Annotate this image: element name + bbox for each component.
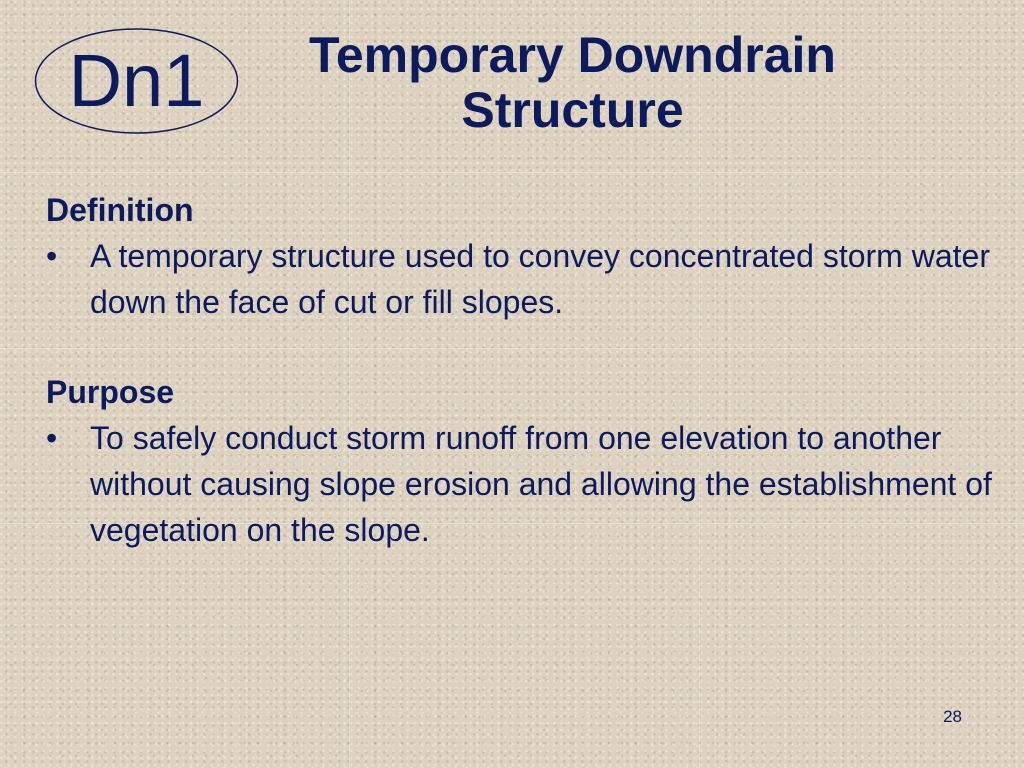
page-number: 28 <box>943 707 962 726</box>
purpose-section <box>46 372 1006 553</box>
definition-heading: Definition <box>46 192 194 228</box>
definition-text: A temporary structure used to convey concentrated storm water down the face of cut or fill slopes. <box>90 238 990 320</box>
badge-label: Dn1 <box>68 39 205 122</box>
definition-bullet <box>46 233 1006 325</box>
purpose-text: To safely conduct storm runoff from one elevation to another without causing slope erosion and allowing the establishment of vegetation on the slope. <box>90 420 992 548</box>
definition-section <box>46 190 1006 325</box>
bullet-icon: • <box>46 238 58 274</box>
bullet-icon: • <box>46 420 58 456</box>
purpose-heading: Purpose <box>46 374 175 410</box>
slide-content <box>46 190 1006 553</box>
background-tile-divider <box>0 172 1024 173</box>
slide-title: Temporary Downdrain Structure <box>309 27 836 138</box>
section-badge <box>34 27 239 135</box>
purpose-bullet <box>46 415 1006 553</box>
